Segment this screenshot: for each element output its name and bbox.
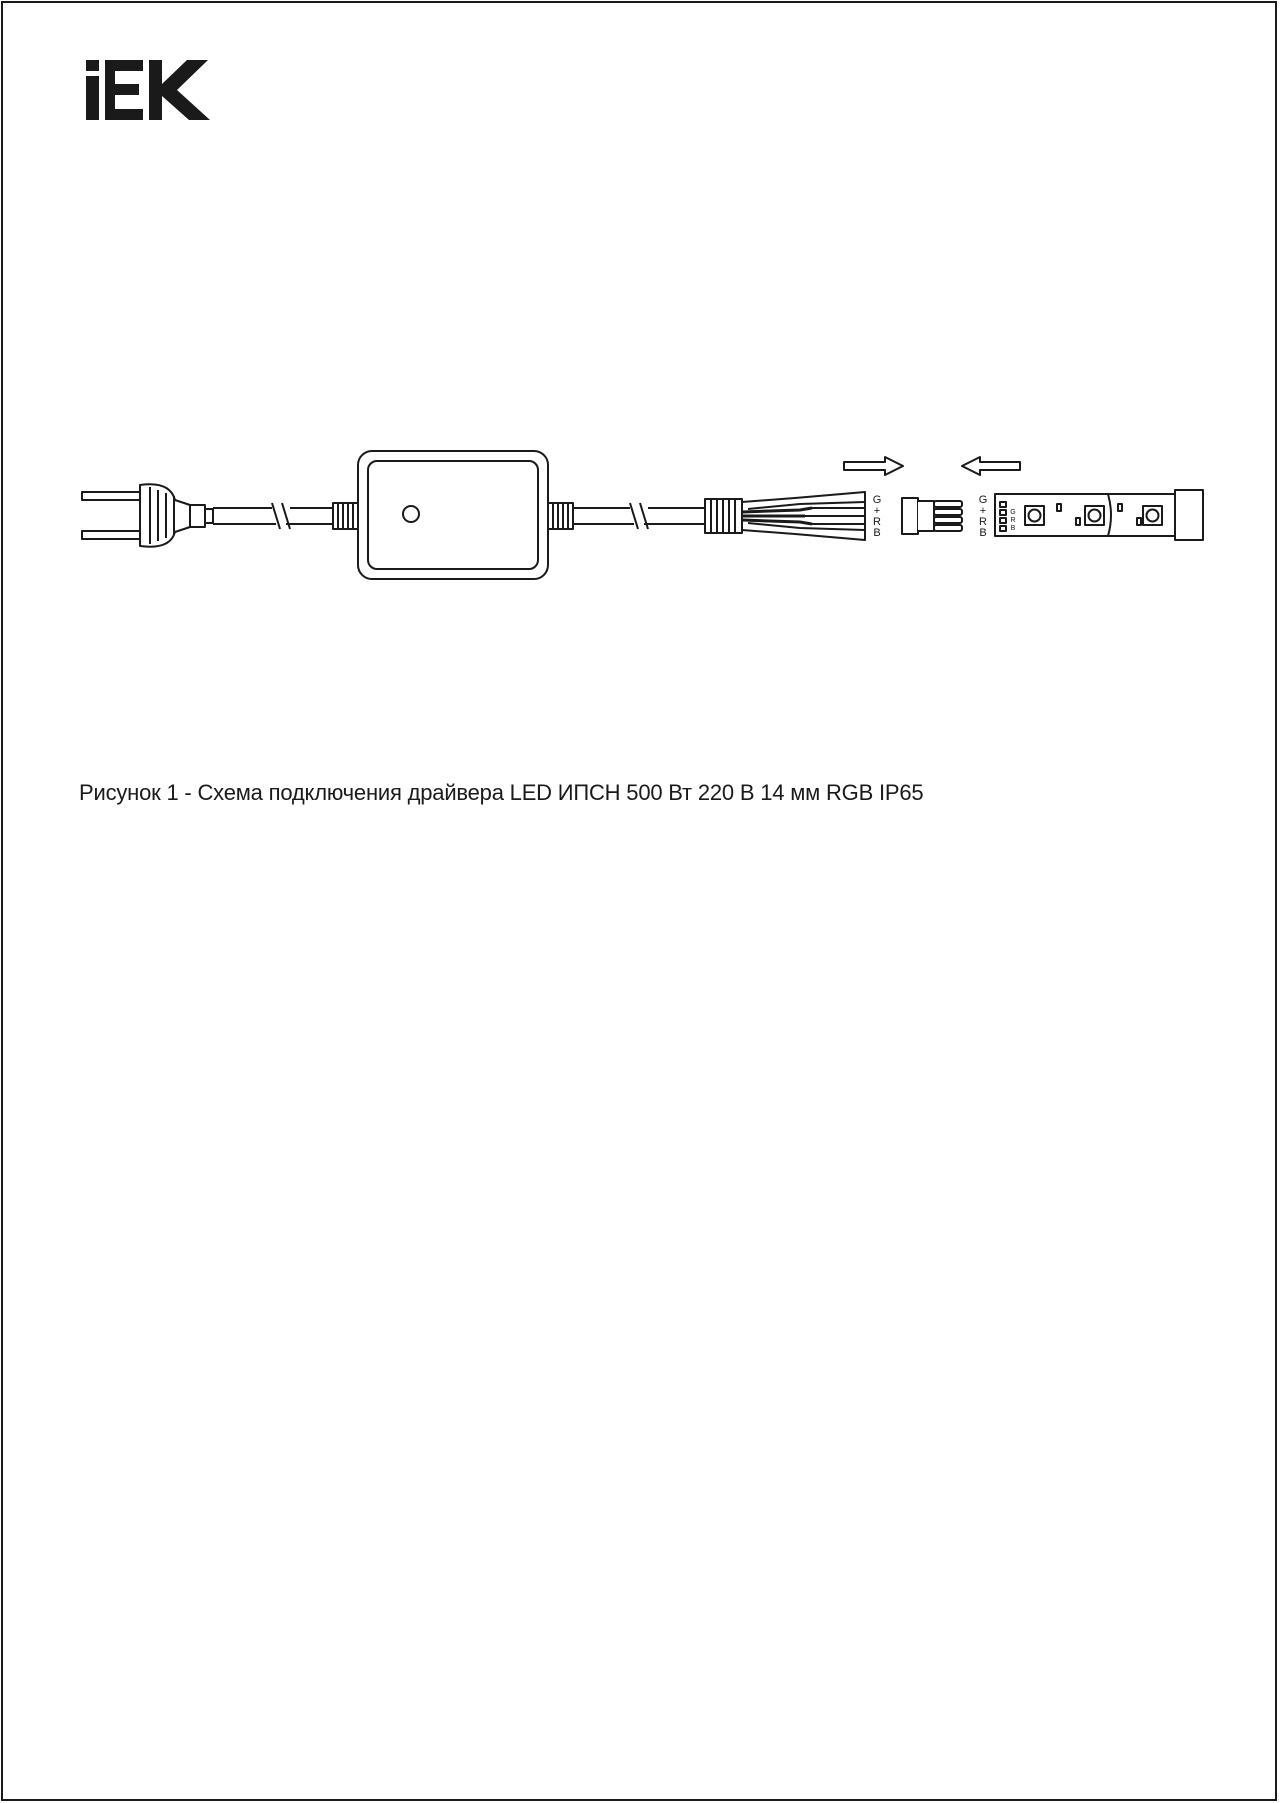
power-plug [82,484,213,546]
arrow-right-icon [844,457,903,475]
strain-relief-left [333,503,358,529]
connector-pin-label: G [872,494,882,506]
arrow-left-icon [962,457,1020,475]
connector-pin-label: + [873,505,881,517]
strip-pin-label: G [978,494,988,506]
strip-pad-label: B [1010,525,1016,532]
led-strip [995,490,1203,540]
strain-relief-right [548,503,573,529]
strip-pad-label: R [1010,517,1016,524]
strip-pin-label: B [979,527,987,539]
driver-box [358,451,548,579]
connection-diagram [0,0,1280,700]
strip-pad-label: G [1010,509,1016,516]
strip-pin-label: R [979,516,987,528]
connector-pin-label: B [873,527,881,539]
male-pin-adapter [902,498,962,534]
output-strain-relief [705,499,742,533]
connector-pin-label: R [873,516,881,528]
figure-caption: Рисунок 1 - Схема подключения драйвера LED ИПСН 500 Вт 220 В 14 мм RGB IP65 [79,780,924,805]
strip-pin-label: + [979,505,987,517]
